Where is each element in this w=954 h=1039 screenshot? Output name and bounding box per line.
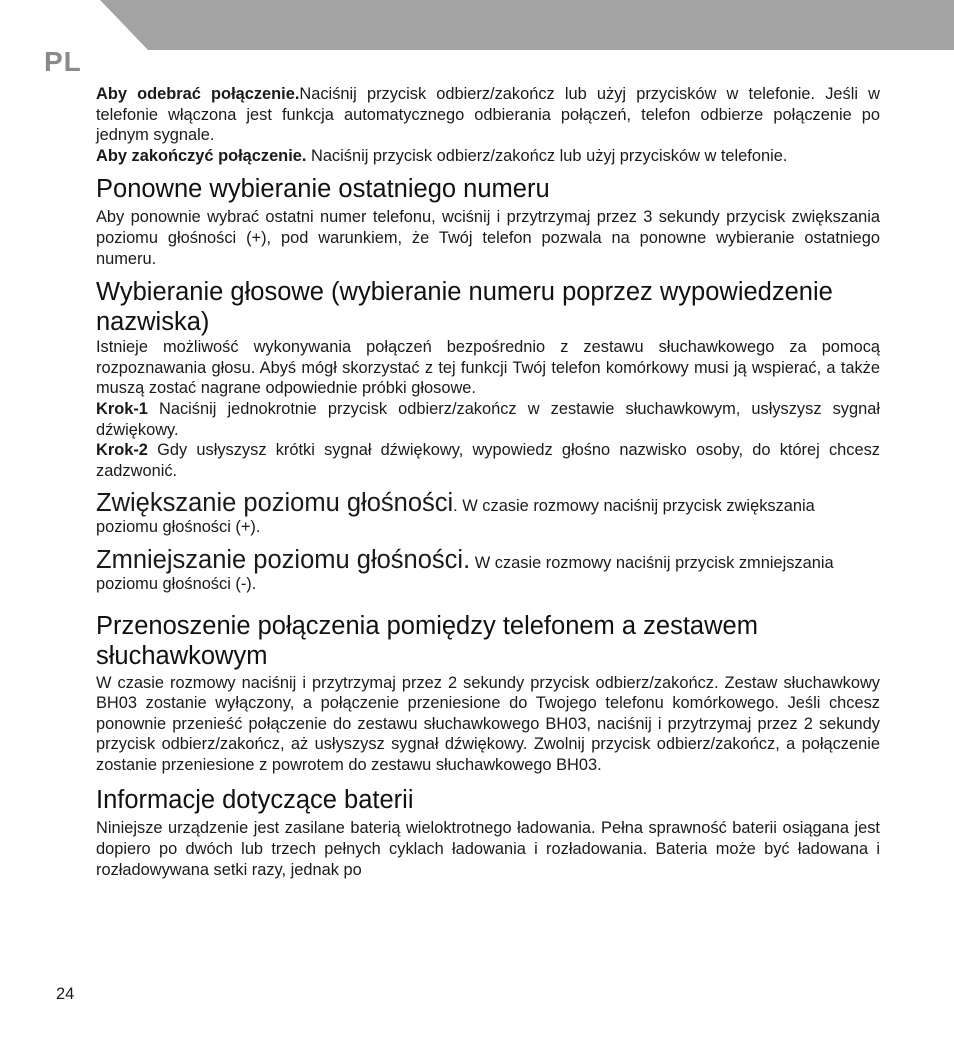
voice-dial-step-2 <box>96 440 880 481</box>
answer-call-label: Aby odebrać połączenie. <box>96 85 300 103</box>
battery-paragraph: Niniejsze urządzenie jest zasilane baterią wieloktrotnego ładowania. Pełna sprawność baterii osiągana jest dopiero po dwóch lub trzech pełnych cyklach ładowania i rozładowania. Bateria może być ładowana i rozładowywana setki razy, jednak po <box>96 819 880 879</box>
page-content <box>96 84 880 880</box>
page-number: 24 <box>56 985 75 1003</box>
end-call-paragraph <box>96 146 880 167</box>
end-call-text: Naciśnij przycisk odbierz/zakończ lub użyj przycisków w telefonie. <box>306 146 788 165</box>
transfer-heading: Przenoszenie połączenia pomiędzy telefonem a zestawem słuchawkowym <box>96 611 758 670</box>
volume-up-text: . W czasie rozmowy naciśnij przycisk zwiększania poziomu głośności (+). <box>96 497 815 537</box>
step-1-text: Naciśnij jednokrotnie przycisk odbierz/zakończ w zestawie słuchawkowym, usłyszysz sygnał dźwiękowy. <box>96 399 880 439</box>
language-tag: PL <box>44 46 82 77</box>
answer-call-paragraph <box>96 84 880 146</box>
step-2-label: Krok-2 <box>96 441 148 460</box>
battery-heading: Informacje dotyczące baterii <box>96 786 414 815</box>
end-call-label: Aby zakończyć połączenie. <box>96 146 307 165</box>
step-2-text: Gdy usłyszysz krótki sygnał dźwiękowy, wypowiedz głośno nazwisko osoby, do której chcesz zadzwonić. <box>96 441 880 480</box>
volume-up-paragraph <box>96 489 880 538</box>
voice-dial-heading: Wybieranie głosowe (wybieranie numeru poprzez wypowiedzenie nazwiska) <box>96 278 833 337</box>
header-bar-shape <box>100 0 954 50</box>
redial-paragraph: Aby ponownie wybrać ostatni numer telefonu, wciśnij i przytrzymaj przez 3 sekundy przycisk zwiększania poziomu głośności (+), pod warunkiem, że Twój telefon pozwala na ponowne wybieranie ostatniego numeru. <box>96 208 880 268</box>
volume-up-heading: Zwiększanie poziomu głośności <box>96 489 454 518</box>
transfer-paragraph: W czasie rozmowy naciśnij i przytrzymaj przez 2 sekundy przycisk odbierz/zakończ. Zestaw słuchawkowy BH03 zostanie wyłączony, a połączenie przeniesione do Twojego telefonu komórkowego. Jeśli chcesz ponownie przenieść połączenie do zestawu słuchawkowego BH03, naciśnij i przytrzymaj przez 2 sekundy przycisk odbierz/zakończ, aż usłyszysz sygnał dźwiękowy. Zwolnij przycisk odbierz/zakończ, a połączenie zostanie przeniesione z powrotem do zestawu słuchawkowego BH03. <box>96 673 880 774</box>
answer-call-text: Naciśnij przycisk odbierz/zakończ lub użyj przycisków w telefonie. Jeśli w telefonie włączona jest funkcja automatycznego odbierania połączeń, telefon odbierze połączenie po jednym sygnale. <box>96 85 880 145</box>
voice-dial-step-1 <box>96 399 880 440</box>
voice-dial-paragraph: Istnieje możliwość wykonywania połączeń bezpośrednio z zestawu słuchawkowego za pomocą rozpoznawania głosu. Abyś mógł skorzystać z tej funkcji Twój telefon komórkowy musi ją wspierać, a także muszą zostać nagrane odpowiednie próbki głosowe. <box>96 338 880 398</box>
volume-down-text: W czasie rozmowy naciśnij przycisk zmniejszania poziomu głośności (-). <box>96 553 834 593</box>
step-1-label: Krok-1 <box>96 399 148 418</box>
volume-down-paragraph <box>96 546 880 595</box>
redial-heading: Ponowne wybieranie ostatniego numeru <box>96 175 550 204</box>
header-bar <box>0 0 954 50</box>
volume-down-heading: Zmniejszanie poziomu głośności. <box>96 545 471 574</box>
